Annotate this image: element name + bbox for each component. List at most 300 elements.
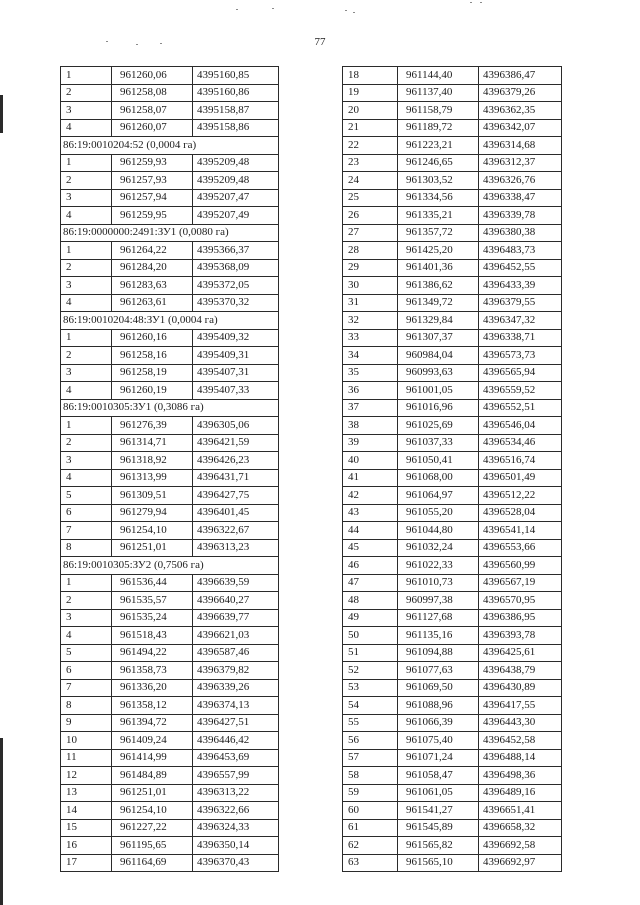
coord-x: 961127,68 xyxy=(398,609,479,627)
scan-edge-mark xyxy=(0,95,3,133)
table-row xyxy=(61,627,279,645)
table-row xyxy=(61,277,279,295)
table-row xyxy=(61,504,279,522)
coord-y: 4396426,23 xyxy=(193,452,279,470)
point-number: 41 xyxy=(343,469,398,487)
table-row xyxy=(343,539,562,557)
table-row xyxy=(343,854,562,872)
coord-y: 4396430,89 xyxy=(479,679,562,697)
coord-y: 4396553,66 xyxy=(479,539,562,557)
point-number: 20 xyxy=(343,102,398,120)
scan-speck xyxy=(480,2,482,3)
table-row xyxy=(343,609,562,627)
table-row xyxy=(343,574,562,592)
coord-x: 961254,10 xyxy=(112,522,193,540)
coord-y: 4395207,49 xyxy=(193,207,279,225)
table-row xyxy=(61,172,279,190)
table-row xyxy=(343,84,562,102)
coord-x: 961135,16 xyxy=(398,627,479,645)
table-row xyxy=(343,119,562,137)
point-number: 17 xyxy=(61,854,112,872)
table-row xyxy=(61,487,279,505)
coord-x: 961264,22 xyxy=(112,242,193,260)
coord-x: 961258,07 xyxy=(112,102,193,120)
table-row xyxy=(343,592,562,610)
scan-speck xyxy=(136,44,138,45)
coord-x: 961336,20 xyxy=(112,679,193,697)
coord-y: 4396489,16 xyxy=(479,784,562,802)
point-number: 1 xyxy=(61,329,112,347)
coord-x: 961258,16 xyxy=(112,347,193,365)
coord-y: 4396639,59 xyxy=(193,574,279,592)
table-row xyxy=(61,347,279,365)
point-number: 13 xyxy=(61,784,112,802)
table-row xyxy=(61,242,279,260)
scan-speck xyxy=(470,2,472,3)
coord-y: 4396443,30 xyxy=(479,714,562,732)
table-row xyxy=(61,749,279,767)
coord-y: 4396651,41 xyxy=(479,802,562,820)
point-number: 35 xyxy=(343,364,398,382)
coord-y: 4396446,42 xyxy=(193,732,279,750)
coord-x: 961545,89 xyxy=(398,819,479,837)
table-row xyxy=(61,609,279,627)
point-number: 30 xyxy=(343,277,398,295)
scan-speck xyxy=(353,12,355,13)
point-number: 3 xyxy=(61,364,112,382)
table-row xyxy=(343,154,562,172)
table-row xyxy=(61,102,279,120)
parcel-header-row xyxy=(61,137,279,155)
coord-x: 961565,10 xyxy=(398,854,479,872)
point-number: 1 xyxy=(61,67,112,85)
parcel-header-row xyxy=(61,399,279,417)
coord-y: 4396433,39 xyxy=(479,277,562,295)
coord-y: 4396541,14 xyxy=(479,522,562,540)
coord-y: 4396425,61 xyxy=(479,644,562,662)
table-row xyxy=(61,784,279,802)
coord-x: 961307,37 xyxy=(398,329,479,347)
table-row xyxy=(61,452,279,470)
parcel-header: 86:19:0010204:52 (0,0004 га) xyxy=(61,137,279,155)
point-number: 58 xyxy=(343,767,398,785)
coord-y: 4396640,27 xyxy=(193,592,279,610)
point-number: 28 xyxy=(343,242,398,260)
coord-y: 4396380,38 xyxy=(479,224,562,242)
coord-y: 4396313,23 xyxy=(193,539,279,557)
point-number: 62 xyxy=(343,837,398,855)
table-row xyxy=(61,767,279,785)
table-row xyxy=(343,662,562,680)
coord-y: 4396453,69 xyxy=(193,749,279,767)
coord-y: 4396560,99 xyxy=(479,557,562,575)
coord-y: 4396534,46 xyxy=(479,434,562,452)
coord-x: 961037,33 xyxy=(398,434,479,452)
coord-y: 4395209,48 xyxy=(193,172,279,190)
coord-x: 961260,07 xyxy=(112,119,193,137)
point-number: 43 xyxy=(343,504,398,522)
table-row xyxy=(61,644,279,662)
point-number: 51 xyxy=(343,644,398,662)
table-row xyxy=(61,522,279,540)
point-number: 1 xyxy=(61,574,112,592)
coord-x: 960984,04 xyxy=(398,347,479,365)
coord-y: 4396379,82 xyxy=(193,662,279,680)
point-number: 6 xyxy=(61,504,112,522)
point-number: 23 xyxy=(343,154,398,172)
point-number: 2 xyxy=(61,84,112,102)
table-row xyxy=(343,67,562,85)
point-number: 3 xyxy=(61,609,112,627)
coord-y: 4396379,26 xyxy=(479,84,562,102)
coord-x: 961088,96 xyxy=(398,697,479,715)
coord-x: 961259,95 xyxy=(112,207,193,225)
coord-y: 4396339,78 xyxy=(479,207,562,225)
coord-y: 4396427,75 xyxy=(193,487,279,505)
table-row xyxy=(61,469,279,487)
table-row xyxy=(343,697,562,715)
coord-y: 4396370,43 xyxy=(193,854,279,872)
coord-y: 4396326,76 xyxy=(479,172,562,190)
coord-y: 4396417,55 xyxy=(479,697,562,715)
coord-x: 961189,72 xyxy=(398,119,479,137)
table-row xyxy=(61,732,279,750)
table-row xyxy=(343,329,562,347)
point-number: 4 xyxy=(61,294,112,312)
page-number: 77 xyxy=(314,36,326,48)
coord-x: 961334,56 xyxy=(398,189,479,207)
scan-speck xyxy=(272,8,274,9)
point-number: 40 xyxy=(343,452,398,470)
coord-y: 4395407,31 xyxy=(193,364,279,382)
coord-x: 961025,69 xyxy=(398,417,479,435)
coord-y: 4396692,58 xyxy=(479,837,562,855)
point-number: 5 xyxy=(61,487,112,505)
table-row xyxy=(343,714,562,732)
point-number: 5 xyxy=(61,644,112,662)
point-number: 2 xyxy=(61,347,112,365)
point-number: 36 xyxy=(343,382,398,400)
coord-x: 961414,99 xyxy=(112,749,193,767)
table-row xyxy=(343,557,562,575)
coord-x: 961195,65 xyxy=(112,837,193,855)
coord-x: 961223,21 xyxy=(398,137,479,155)
coord-y: 4396313,22 xyxy=(193,784,279,802)
coord-y: 4396427,51 xyxy=(193,714,279,732)
coord-y: 4396322,66 xyxy=(193,802,279,820)
coord-x: 961164,69 xyxy=(112,854,193,872)
coord-y: 4396386,47 xyxy=(479,67,562,85)
coord-y: 4396501,49 xyxy=(479,469,562,487)
coord-x: 961257,93 xyxy=(112,172,193,190)
table-row xyxy=(343,382,562,400)
point-number: 8 xyxy=(61,697,112,715)
point-number: 56 xyxy=(343,732,398,750)
coord-y: 4396552,51 xyxy=(479,399,562,417)
scan-speck xyxy=(160,43,162,44)
table-row xyxy=(343,452,562,470)
table-row xyxy=(61,434,279,452)
coord-x: 961335,21 xyxy=(398,207,479,225)
coord-x: 961061,05 xyxy=(398,784,479,802)
coord-x: 961075,40 xyxy=(398,732,479,750)
table-row xyxy=(343,644,562,662)
coord-x: 961260,19 xyxy=(112,382,193,400)
coord-y: 4396338,47 xyxy=(479,189,562,207)
coord-y: 4396379,55 xyxy=(479,294,562,312)
coord-x: 961260,16 xyxy=(112,329,193,347)
coord-y: 4395370,32 xyxy=(193,294,279,312)
coord-y: 4396386,95 xyxy=(479,609,562,627)
point-number: 9 xyxy=(61,714,112,732)
coord-x: 961260,06 xyxy=(112,67,193,85)
point-number: 16 xyxy=(61,837,112,855)
coord-y: 4396639,77 xyxy=(193,609,279,627)
table-row xyxy=(343,364,562,382)
coord-y: 4395160,85 xyxy=(193,67,279,85)
table-row xyxy=(61,364,279,382)
coord-y: 4396322,67 xyxy=(193,522,279,540)
parcel-header: 86:19:0000000:2491:ЗУ1 (0,0080 га) xyxy=(61,224,279,242)
table-row xyxy=(61,259,279,277)
point-number: 44 xyxy=(343,522,398,540)
table-row xyxy=(343,242,562,260)
table-row xyxy=(61,294,279,312)
coord-y: 4396347,32 xyxy=(479,312,562,330)
coord-x: 961535,57 xyxy=(112,592,193,610)
table-row xyxy=(343,522,562,540)
table-row xyxy=(61,189,279,207)
coord-x: 961246,65 xyxy=(398,154,479,172)
table-row xyxy=(343,819,562,837)
table-row xyxy=(343,749,562,767)
point-number: 10 xyxy=(61,732,112,750)
coord-x: 961158,79 xyxy=(398,102,479,120)
point-number: 7 xyxy=(61,522,112,540)
coord-y: 4396658,32 xyxy=(479,819,562,837)
table-row xyxy=(343,294,562,312)
table-row xyxy=(61,382,279,400)
coord-y: 4396324,33 xyxy=(193,819,279,837)
coord-x: 961386,62 xyxy=(398,277,479,295)
coord-x: 961032,24 xyxy=(398,539,479,557)
table-row xyxy=(61,329,279,347)
point-number: 32 xyxy=(343,312,398,330)
coord-x: 961254,10 xyxy=(112,802,193,820)
point-number: 2 xyxy=(61,172,112,190)
table-row xyxy=(343,312,562,330)
table-row xyxy=(61,592,279,610)
coord-y: 4395207,47 xyxy=(193,189,279,207)
point-number: 3 xyxy=(61,102,112,120)
coord-y: 4396570,95 xyxy=(479,592,562,610)
table-row xyxy=(61,819,279,837)
table-row xyxy=(343,802,562,820)
coord-x: 961357,72 xyxy=(398,224,479,242)
table-row xyxy=(343,207,562,225)
parcel-header: 86:19:0010305:ЗУ1 (0,3086 га) xyxy=(61,399,279,417)
coord-x: 961058,47 xyxy=(398,767,479,785)
coordinates-table-left xyxy=(60,66,279,872)
coord-x: 961077,63 xyxy=(398,662,479,680)
coord-x: 961358,12 xyxy=(112,697,193,715)
coord-y: 4395372,05 xyxy=(193,277,279,295)
table-row xyxy=(343,259,562,277)
point-number: 27 xyxy=(343,224,398,242)
point-number: 6 xyxy=(61,662,112,680)
table-row xyxy=(343,137,562,155)
coord-y: 4395409,31 xyxy=(193,347,279,365)
coord-y: 4395158,86 xyxy=(193,119,279,137)
coord-x: 961066,39 xyxy=(398,714,479,732)
scan-speck xyxy=(236,9,238,10)
point-number: 24 xyxy=(343,172,398,190)
table-row xyxy=(343,434,562,452)
table-row xyxy=(343,172,562,190)
point-number: 59 xyxy=(343,784,398,802)
point-number: 61 xyxy=(343,819,398,837)
coord-x: 961258,08 xyxy=(112,84,193,102)
table-row xyxy=(61,154,279,172)
coord-y: 4396528,04 xyxy=(479,504,562,522)
table-row xyxy=(343,277,562,295)
point-number: 55 xyxy=(343,714,398,732)
coord-y: 4396483,73 xyxy=(479,242,562,260)
point-number: 46 xyxy=(343,557,398,575)
table-row xyxy=(61,84,279,102)
coord-x: 961394,72 xyxy=(112,714,193,732)
point-number: 54 xyxy=(343,697,398,715)
coord-y: 4395160,86 xyxy=(193,84,279,102)
table-row xyxy=(61,574,279,592)
point-number: 52 xyxy=(343,662,398,680)
point-number: 33 xyxy=(343,329,398,347)
table-row xyxy=(343,504,562,522)
parcel-header-row xyxy=(61,557,279,575)
coord-y: 4396573,73 xyxy=(479,347,562,365)
coord-x: 961329,84 xyxy=(398,312,479,330)
coord-y: 4396452,58 xyxy=(479,732,562,750)
coord-x: 961401,36 xyxy=(398,259,479,277)
table-row xyxy=(343,487,562,505)
scan-speck xyxy=(345,10,347,11)
point-number: 37 xyxy=(343,399,398,417)
coord-x: 961010,73 xyxy=(398,574,479,592)
coord-y: 4396546,04 xyxy=(479,417,562,435)
coord-x: 961276,39 xyxy=(112,417,193,435)
coord-x: 961251,01 xyxy=(112,784,193,802)
table-row xyxy=(343,347,562,365)
coord-x: 961541,27 xyxy=(398,802,479,820)
point-number: 29 xyxy=(343,259,398,277)
coord-y: 4396374,13 xyxy=(193,697,279,715)
coord-x: 961227,22 xyxy=(112,819,193,837)
point-number: 47 xyxy=(343,574,398,592)
table-row xyxy=(343,224,562,242)
point-number: 1 xyxy=(61,154,112,172)
table-row xyxy=(61,802,279,820)
coord-y: 4395368,09 xyxy=(193,259,279,277)
coord-y: 4396350,14 xyxy=(193,837,279,855)
table-row xyxy=(61,854,279,872)
point-number: 53 xyxy=(343,679,398,697)
coord-y: 4396314,68 xyxy=(479,137,562,155)
table-row xyxy=(61,714,279,732)
point-number: 2 xyxy=(61,434,112,452)
coord-y: 4396692,97 xyxy=(479,854,562,872)
coord-y: 4396452,55 xyxy=(479,259,562,277)
coord-x: 961258,19 xyxy=(112,364,193,382)
coord-x: 961494,22 xyxy=(112,644,193,662)
table-row xyxy=(61,119,279,137)
coord-y: 4396362,35 xyxy=(479,102,562,120)
coord-x: 961565,82 xyxy=(398,837,479,855)
table-row xyxy=(61,417,279,435)
table-row xyxy=(61,679,279,697)
table-row xyxy=(343,469,562,487)
point-number: 21 xyxy=(343,119,398,137)
coord-y: 4396621,03 xyxy=(193,627,279,645)
point-number: 4 xyxy=(61,207,112,225)
point-number: 39 xyxy=(343,434,398,452)
table-row xyxy=(343,784,562,802)
coord-x: 961137,40 xyxy=(398,84,479,102)
coord-y: 4396312,37 xyxy=(479,154,562,172)
parcel-header: 86:19:0010305:ЗУ2 (0,7506 га) xyxy=(61,557,279,575)
coord-y: 4396338,71 xyxy=(479,329,562,347)
point-number: 15 xyxy=(61,819,112,837)
point-number: 7 xyxy=(61,679,112,697)
coord-x: 961309,51 xyxy=(112,487,193,505)
point-number: 3 xyxy=(61,189,112,207)
point-number: 25 xyxy=(343,189,398,207)
coord-x: 960997,38 xyxy=(398,592,479,610)
point-number: 8 xyxy=(61,539,112,557)
table-row xyxy=(61,67,279,85)
coord-y: 4396438,79 xyxy=(479,662,562,680)
table-row xyxy=(61,207,279,225)
point-number: 26 xyxy=(343,207,398,225)
table-row xyxy=(343,417,562,435)
coord-x: 961314,71 xyxy=(112,434,193,452)
point-number: 49 xyxy=(343,609,398,627)
coord-y: 4396421,59 xyxy=(193,434,279,452)
point-number: 1 xyxy=(61,417,112,435)
coord-x: 961484,89 xyxy=(112,767,193,785)
table-row xyxy=(61,697,279,715)
point-number: 4 xyxy=(61,469,112,487)
coord-y: 4396342,07 xyxy=(479,119,562,137)
coord-x: 961251,01 xyxy=(112,539,193,557)
coord-x: 961263,61 xyxy=(112,294,193,312)
coord-x: 961064,97 xyxy=(398,487,479,505)
point-number: 3 xyxy=(61,277,112,295)
coord-x: 961409,24 xyxy=(112,732,193,750)
coord-x: 961425,20 xyxy=(398,242,479,260)
table-row xyxy=(343,837,562,855)
coord-y: 4396512,22 xyxy=(479,487,562,505)
coord-y: 4396565,94 xyxy=(479,364,562,382)
coord-x: 961055,20 xyxy=(398,504,479,522)
point-number: 4 xyxy=(61,119,112,137)
coordinates-table-right xyxy=(342,66,562,872)
coord-x: 961022,33 xyxy=(398,557,479,575)
coord-x: 961257,94 xyxy=(112,189,193,207)
point-number: 1 xyxy=(61,242,112,260)
coord-y: 4396559,52 xyxy=(479,382,562,400)
point-number: 14 xyxy=(61,802,112,820)
coord-y: 4395409,32 xyxy=(193,329,279,347)
